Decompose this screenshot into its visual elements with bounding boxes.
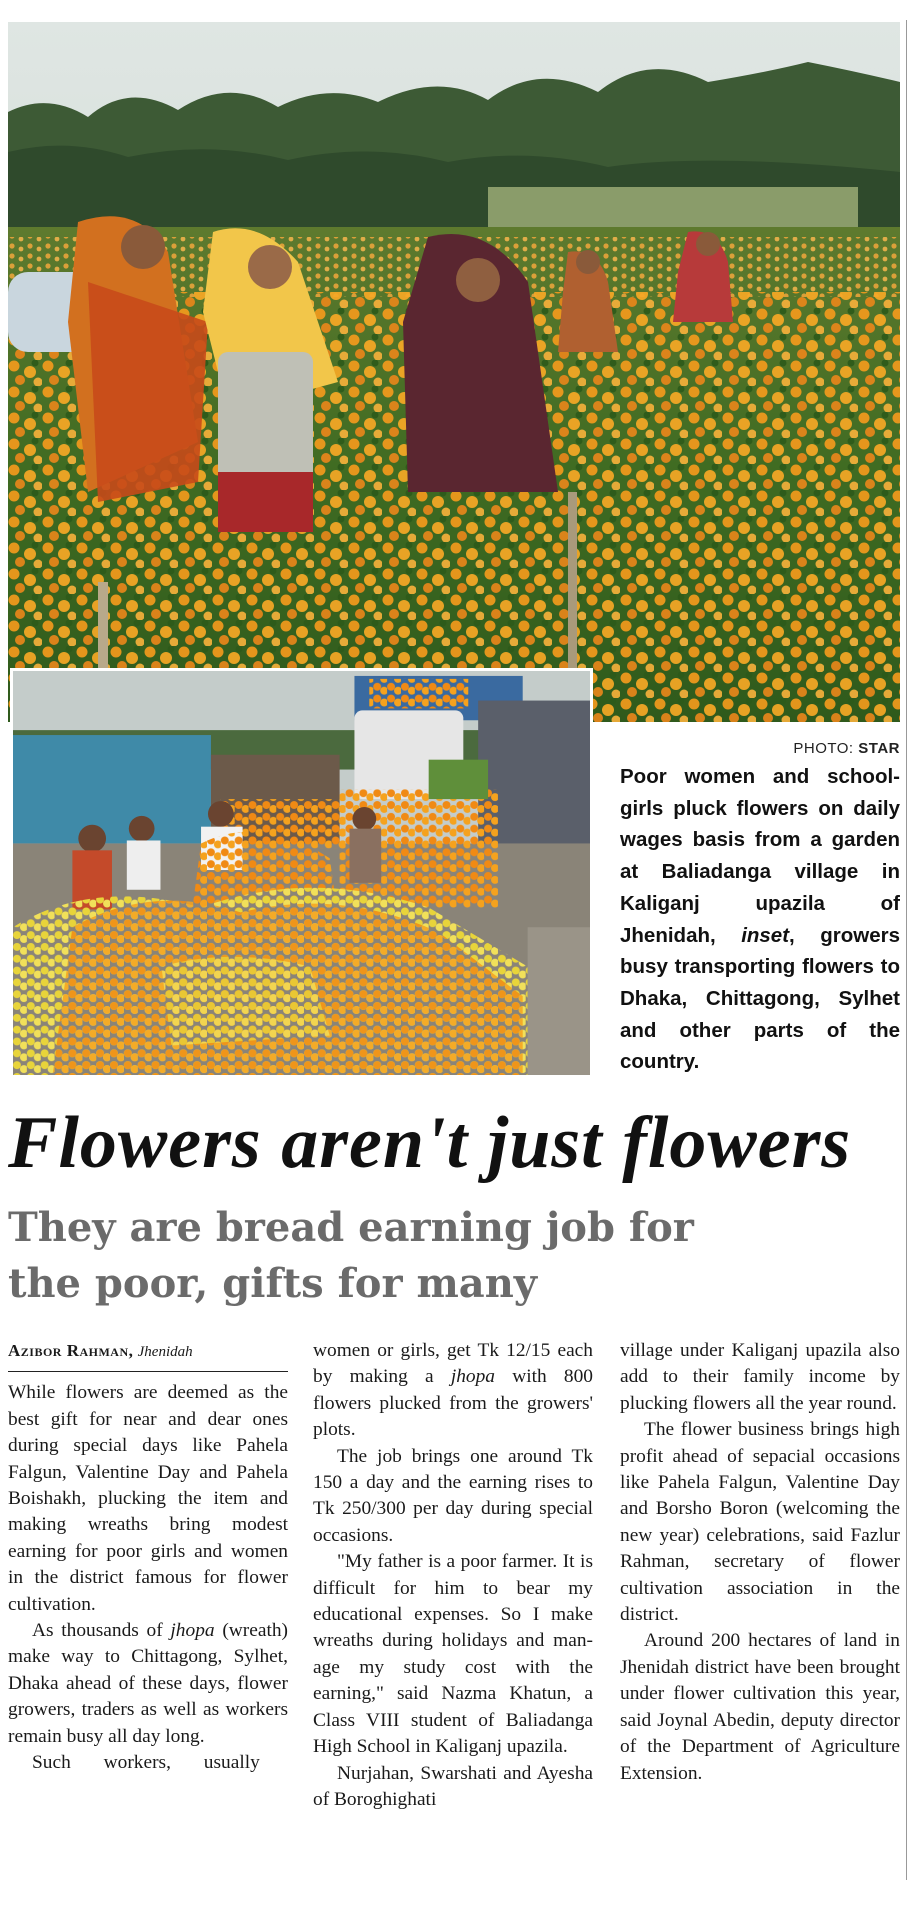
photo-credit-source: STAR — [858, 740, 900, 757]
text-run: As thousands of — [32, 1620, 171, 1642]
photo-caption-box — [600, 722, 900, 1078]
caption-text-part: , growers busy transporting flowers to Dhaka, Chittagong, Sylhet and other parts of the country. — [620, 923, 900, 1074]
text-run: with 800 flowers plucked from the growers' plots. — [313, 1366, 593, 1441]
headline: Flowers aren't just flowers — [8, 1102, 852, 1184]
paragraph: Such workers, usually — [32, 1752, 260, 1774]
byline-author: Azibor Rahman, — [8, 1341, 134, 1360]
caption-text-part: Poor women and school-girls pluck flowers on daily wages basis from a garden at Baliadanga village in Kaliganj upazila of Jhenidah, — [620, 765, 900, 947]
text-run: (wreath) make way to Chittagong, Sylhet, Dhaka ahead of these days, flower growers, traders as well as workers remain busy all day long. — [8, 1620, 288, 1747]
main-photo — [8, 22, 900, 722]
paragraph — [8, 1618, 288, 1750]
photo-credit — [620, 740, 900, 757]
paragraph — [313, 1338, 593, 1444]
photo-credit-label: PHOTO: — [793, 740, 854, 757]
marigold-field-image — [8, 22, 900, 722]
caption-inset-word: inset — [741, 923, 790, 947]
photo-caption — [620, 761, 900, 1078]
paragraph: "My father is a poor farmer. It is difficult for him to bear my educational expenses. So I make wreaths during holidays and man-age my study cost with the earning," said Nazma Khatun, a Class VIII student of Baliadanga High School in Kaliganj upazila. — [313, 1551, 593, 1758]
paragraph: Around 200 hectares of land in Jhenidah district have been brought under flower cultivation this year, said Joynal Abedin, deputy director of the Department of Agriculture Extension. — [620, 1630, 900, 1784]
italic-term: jhopa — [170, 1620, 215, 1642]
column-rule — [906, 20, 907, 1880]
paragraph: village under Kaliganj upazila also add to their family income by plucking flowers all the year round. — [620, 1340, 900, 1414]
italic-term: jhopa — [450, 1366, 495, 1388]
paragraph: The flower business brings high profit ahead of sepacial occasions like Pahela Falgun, Valentine Day and Borsho Boron (welcoming the new year) celebrations, said Fazlur Rahman, secretary of flower cultivation association in the district. — [620, 1419, 900, 1626]
byline — [8, 1338, 288, 1372]
subheadline: They are bread earning job for the poor, gifts for many — [8, 1204, 694, 1307]
article-column-3 — [620, 1338, 900, 1787]
flower-transport-image — [13, 671, 590, 1075]
inset-photo — [10, 668, 593, 1078]
article-column-2 — [313, 1338, 593, 1813]
paragraph: Nurjahan, Swarshati and Ayesha of Boroghighati — [313, 1762, 593, 1810]
byline-place: Jhenidah — [137, 1344, 193, 1360]
text-run: women or girls, get Tk 12/15 each by making a — [313, 1340, 593, 1388]
article-column-1 — [8, 1338, 288, 1777]
paragraph: The job brings one around Tk 150 a day and the earning rises to Tk 250/300 per day during special occasions. — [313, 1445, 593, 1546]
paragraph: While flowers are deemed as the best gift for near and dear ones during special days like Pahela Falgun, Valentine Day and Pahela Boishakh, plucking the item and making wreaths bring modest earning for poor girls and women in the district famous for flower cultivation. — [8, 1382, 288, 1615]
